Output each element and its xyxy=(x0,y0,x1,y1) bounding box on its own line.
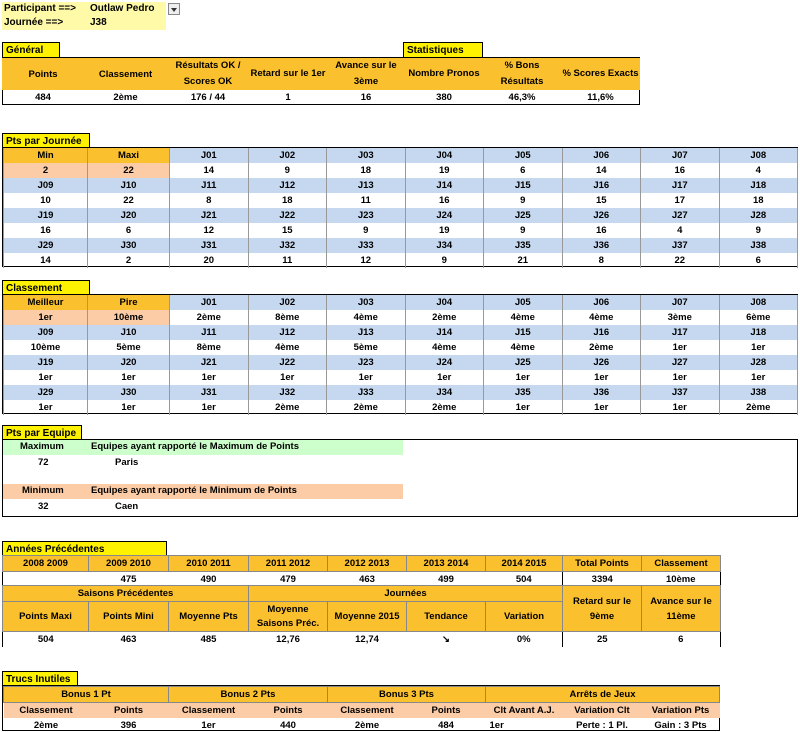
journee-label: J16 xyxy=(562,178,641,193)
pts-equipe-title: Pts par Equipe xyxy=(2,425,82,441)
classement-title: Classement xyxy=(2,280,90,296)
journee-points: 11 xyxy=(248,253,327,268)
journee-points: 15 xyxy=(248,223,327,238)
journee-rank: 2ème xyxy=(327,400,406,415)
season-header: 2012 2013 xyxy=(328,556,407,572)
journee-points: 4 xyxy=(641,223,720,238)
arrets-value: 1er xyxy=(489,720,504,731)
journee-label: J37 xyxy=(641,238,720,253)
journee-label: J19 xyxy=(4,355,88,370)
journee-label: J07 xyxy=(641,148,720,163)
journee-label: J20 xyxy=(88,355,170,370)
journee-label: J10 xyxy=(88,325,170,340)
arrets-group: Arrêts de Jeux xyxy=(486,687,720,703)
journee-label: J07 xyxy=(641,295,720,310)
stats-header: % Bons Résultats xyxy=(500,60,544,87)
journee-rank: 5ème xyxy=(88,340,170,355)
journee-rank: 1er xyxy=(170,400,249,415)
journee-label: J22 xyxy=(248,355,327,370)
journee-label: J03 xyxy=(327,148,406,163)
journee-rank: 1er xyxy=(484,400,563,415)
saison-value: 485 xyxy=(200,634,217,645)
journee-rank: 4ème xyxy=(562,310,641,325)
journee-label: J03 xyxy=(327,295,406,310)
journee-label: J15 xyxy=(484,325,563,340)
min-label: Minimum xyxy=(22,485,64,496)
journee-label: J21 xyxy=(170,208,249,223)
journee-rank: 1er xyxy=(641,370,720,385)
journee-label: J13 xyxy=(327,325,406,340)
journee-label: J24 xyxy=(405,355,484,370)
general-header: Retard sur le 1er xyxy=(250,68,326,79)
journee-label: J29 xyxy=(4,238,88,253)
classement-header: Classement xyxy=(642,556,721,572)
bonus-value: 1er xyxy=(201,720,216,731)
min-value: 32 xyxy=(38,501,49,512)
journee-rank: 8ème xyxy=(248,310,327,325)
retard-header: Retard sur le 9ème xyxy=(563,586,642,632)
journee-label: J16 xyxy=(562,325,641,340)
journee-header: Tendance xyxy=(407,602,486,632)
journee-label: J12 xyxy=(248,178,327,193)
classement-table xyxy=(3,295,798,415)
journee-rank: 2ème xyxy=(248,400,327,415)
bonus-header: Points xyxy=(113,705,144,716)
journee-points: 22 xyxy=(88,193,170,208)
journee-rank: 1er xyxy=(562,370,641,385)
journee-points: 19 xyxy=(405,223,484,238)
journee-label: J10 xyxy=(88,178,170,193)
best-value: 1er xyxy=(4,310,88,325)
saisons-table xyxy=(2,585,721,647)
season-value: 504 xyxy=(515,574,532,585)
avance-value: 6 xyxy=(642,632,721,648)
journee-label: J05 xyxy=(484,295,563,310)
bonus-value: 484 xyxy=(438,720,454,731)
saisons-title: Saisons Précédentes xyxy=(3,586,249,602)
journee-points: 17 xyxy=(641,193,720,208)
classement-value: 10ème xyxy=(642,572,721,588)
stats-value: 11,6% xyxy=(587,92,614,103)
trucs-table xyxy=(3,686,720,732)
journee-rank: 1er xyxy=(248,370,327,385)
journee-label: J12 xyxy=(248,325,327,340)
bonus-header: Points xyxy=(431,705,461,716)
journee-label: J09 xyxy=(4,325,88,340)
journee-rank: 2ème xyxy=(405,310,484,325)
journee-points: 2 xyxy=(88,253,170,268)
season-header: 2010 2011 xyxy=(169,556,249,572)
season-header: 2008 2009 xyxy=(3,556,89,572)
journee-rank: 1er xyxy=(719,340,798,355)
general-header: Avance sur le 3ème xyxy=(335,60,397,87)
max-header: Maxi xyxy=(88,148,170,163)
journee-points: 8 xyxy=(170,193,249,208)
season-value: 490 xyxy=(200,574,217,585)
journee-label: J15 xyxy=(484,178,563,193)
journee-label: J35 xyxy=(484,385,563,400)
journee-label: J14 xyxy=(405,178,484,193)
bonus-header: Classement xyxy=(340,705,394,716)
arrets-header: Clt Avant A.J. xyxy=(493,705,555,716)
stats-title: Statistiques xyxy=(403,42,483,58)
journee-label: J36 xyxy=(562,385,641,400)
stats-header: Nombre Pronos xyxy=(408,68,480,79)
min-desc: Equipes ayant rapporté le Minimum de Points xyxy=(91,485,297,496)
saison-value: 504 xyxy=(3,632,89,648)
journee-points: 22 xyxy=(641,253,720,268)
journee-points: 16 xyxy=(562,223,641,238)
general-value: 1 xyxy=(285,92,291,103)
trucs-title: Trucs Inutiles xyxy=(2,671,78,687)
journee-label: J36 xyxy=(562,238,641,253)
saison-header: Points Maxi xyxy=(3,602,89,632)
journee-label: J22 xyxy=(248,208,327,223)
journee-value: 12,76 xyxy=(276,634,300,645)
trend-arrow-icon: ↘ xyxy=(442,634,450,645)
journee-label: J27 xyxy=(641,208,720,223)
journee-label: J38 xyxy=(719,238,798,253)
journee-rank: 1er xyxy=(641,400,720,415)
journee-points: 6 xyxy=(484,163,563,178)
journee-label: J11 xyxy=(170,325,249,340)
journee-label: J31 xyxy=(170,238,249,253)
journee-rank: 4ème xyxy=(327,310,406,325)
journee-rank: 5ème xyxy=(327,340,406,355)
participant-value[interactable]: Outlaw Pedro xyxy=(90,3,155,14)
journee-rank: 4ème xyxy=(405,340,484,355)
journee-rank: 2ème xyxy=(170,310,249,325)
journee-label: J35 xyxy=(484,238,563,253)
season-header: 2013 2014 xyxy=(407,556,486,572)
journee-label: J25 xyxy=(484,355,563,370)
journee-points: 12 xyxy=(327,253,406,268)
arrets-value: Perte : 1 Pl. xyxy=(576,720,628,731)
journee-rank: 2ème xyxy=(405,400,484,415)
min-header: Min xyxy=(4,148,88,163)
pts-journee-title: Pts par Journée xyxy=(2,133,90,149)
bonus-header: Classement xyxy=(181,705,236,716)
journee-rank: 4ème xyxy=(484,310,563,325)
general-value: 16 xyxy=(360,92,372,103)
journee-label: J17 xyxy=(641,325,720,340)
annees-title: Années Précédentes xyxy=(2,541,167,557)
season-value: 499 xyxy=(438,574,454,585)
journee-header: Moyenne Saisons Préc. xyxy=(249,602,328,632)
journee-label: J38 xyxy=(719,385,798,400)
journee-rank: 1er xyxy=(327,370,406,385)
best-header: Meilleur xyxy=(4,295,88,310)
journee-rank: 1er xyxy=(484,370,563,385)
journee-label: J33 xyxy=(327,385,406,400)
avance-header: Avance sur le 11ème xyxy=(642,586,721,632)
journee-label: J19 xyxy=(4,208,88,223)
journee-label: J34 xyxy=(405,385,484,400)
journee-rank: 4ème xyxy=(484,340,563,355)
general-table xyxy=(2,58,640,105)
total-points-value: 3394 xyxy=(563,572,642,588)
journee-label: J08 xyxy=(719,148,798,163)
journee-label: J33 xyxy=(327,238,406,253)
journee-rank: 1er xyxy=(4,400,88,415)
journee-rank: 1er xyxy=(170,370,249,385)
journee-label: J13 xyxy=(327,178,406,193)
journee-label: J18 xyxy=(719,325,798,340)
journee-points: 9 xyxy=(719,223,798,238)
journee-label: J06 xyxy=(562,148,641,163)
journee-label: J01 xyxy=(170,295,249,310)
journee-points: 9 xyxy=(327,223,406,238)
pts-journee-table xyxy=(3,148,798,268)
journees-title: Journées xyxy=(249,586,563,602)
journee-label: J34 xyxy=(405,238,484,253)
journee-label: J28 xyxy=(719,355,798,370)
journee-points: 10 xyxy=(4,193,88,208)
journee-label: J11 xyxy=(170,178,249,193)
journee-label: J02 xyxy=(248,295,327,310)
journee-label: J23 xyxy=(327,208,406,223)
bonus-value: 396 xyxy=(120,720,137,731)
journee-points: 15 xyxy=(562,193,641,208)
participant-label: Participant ==> xyxy=(4,3,76,14)
max-label: Maximum xyxy=(20,441,64,452)
journee-points: 19 xyxy=(405,163,484,178)
bonus-header: Points xyxy=(273,705,303,716)
journee-label: J06 xyxy=(562,295,641,310)
journee-label: J26 xyxy=(562,208,641,223)
journee-label: J27 xyxy=(641,355,720,370)
season-header: 2011 2012 xyxy=(249,556,328,572)
journee-label: J28 xyxy=(719,208,798,223)
journee-label: J05 xyxy=(484,148,563,163)
journee-points: 16 xyxy=(4,223,88,238)
general-header: Résultats OK / Scores OK xyxy=(175,60,241,87)
saison-value: 463 xyxy=(120,634,137,645)
journee-rank: 3ème xyxy=(641,310,720,325)
journee-points: 12 xyxy=(170,223,249,238)
journee-label: J18 xyxy=(719,178,798,193)
bonus-group: Bonus 2 Pts xyxy=(169,687,328,703)
bonus-group: Bonus 1 Pt xyxy=(4,687,169,703)
arrets-header: Variation Pts xyxy=(651,705,710,716)
journee-points: 16 xyxy=(641,163,720,178)
bonus-group: Bonus 3 Pts xyxy=(328,687,486,703)
journee-rank: 2ème xyxy=(719,400,798,415)
journee-rank: 1er xyxy=(562,400,641,415)
journee-label: J09 xyxy=(4,178,88,193)
journee-rank: 1er xyxy=(88,400,170,415)
journee-points: 18 xyxy=(248,193,327,208)
journee-points: 6 xyxy=(719,253,798,268)
saison-header: Moyenne Pts xyxy=(169,602,249,632)
bonus-value: 440 xyxy=(280,720,296,731)
journee-points: 11 xyxy=(327,193,406,208)
journee-label: J29 xyxy=(4,385,88,400)
max-value: 72 xyxy=(38,457,49,468)
journee-label: J24 xyxy=(405,208,484,223)
journee-label: Journée ==> xyxy=(4,17,64,28)
journee-points: 6 xyxy=(88,223,170,238)
total-points-header: Total Points xyxy=(563,556,642,572)
journee-rank: 10ème xyxy=(4,340,88,355)
worst-header: Pire xyxy=(88,295,170,310)
journee-label: J04 xyxy=(405,148,484,163)
journee-label: J23 xyxy=(327,355,406,370)
journee-label: J01 xyxy=(170,148,249,163)
journee-rank: 2ème xyxy=(562,340,641,355)
season-value: 479 xyxy=(280,574,296,585)
general-header: Classement xyxy=(98,68,153,80)
bonus-value: 2ème xyxy=(33,720,59,731)
journee-label: J37 xyxy=(641,385,720,400)
arrets-value: Gain : 3 Pts xyxy=(654,720,707,731)
journee-points: 8 xyxy=(562,253,641,268)
journee-rank: 4ème xyxy=(248,340,327,355)
journee-label: J30 xyxy=(88,385,170,400)
journee-label: J31 xyxy=(170,385,249,400)
journee-label: J14 xyxy=(405,325,484,340)
journee-label: J21 xyxy=(170,355,249,370)
journee-rank: 1er xyxy=(88,370,170,385)
season-header: 2009 2010 xyxy=(89,556,169,572)
journee-points: 21 xyxy=(484,253,563,268)
journee-label: J32 xyxy=(248,385,327,400)
saison-header: Points Mini xyxy=(89,602,169,632)
journee-points: 9 xyxy=(405,253,484,268)
journee-points: 9 xyxy=(484,193,563,208)
worst-value: 10ème xyxy=(88,310,170,325)
journee-label: J30 xyxy=(88,238,170,253)
journee-points: 4 xyxy=(719,163,798,178)
journee-rank: 1er xyxy=(4,370,88,385)
journee-points: 18 xyxy=(719,193,798,208)
journee-label: J20 xyxy=(88,208,170,223)
general-header: Points xyxy=(28,68,58,80)
journee-rank: 1er xyxy=(719,370,798,385)
general-value: 176 / 44 xyxy=(190,92,226,103)
journee-label: J08 xyxy=(719,295,798,310)
season-value: 475 xyxy=(120,574,137,585)
stats-header: % Scores Exacts xyxy=(562,68,639,79)
general-value: 2ème xyxy=(113,92,138,103)
journee-rank: 6ème xyxy=(719,310,798,325)
journee-points: 18 xyxy=(327,163,406,178)
general-title: Général xyxy=(2,42,60,58)
stats-value: 46,3% xyxy=(508,92,536,103)
max-value: 22 xyxy=(88,163,170,178)
journee-label: J25 xyxy=(484,208,563,223)
journee-points: 14 xyxy=(4,253,88,268)
journee-label: J02 xyxy=(248,148,327,163)
journee-header: Moyenne 2015 xyxy=(328,602,407,632)
journee-points: 16 xyxy=(405,193,484,208)
journee-points: 14 xyxy=(170,163,249,178)
journee-label: J04 xyxy=(405,295,484,310)
journee-points: 9 xyxy=(484,223,563,238)
journee-points: 9 xyxy=(248,163,327,178)
participant-dropdown-icon[interactable] xyxy=(168,3,180,15)
journee-label: J32 xyxy=(248,238,327,253)
retard-value: 25 xyxy=(563,632,642,648)
min-value: 2 xyxy=(4,163,88,178)
season-header: 2014 2015 xyxy=(486,556,563,572)
journee-label: J17 xyxy=(641,178,720,193)
bonus-header: Classement xyxy=(19,705,73,716)
max-team: Paris xyxy=(115,457,139,468)
journee-rank: 8ème xyxy=(170,340,249,355)
journee-value[interactable]: J38 xyxy=(90,17,107,28)
journee-points: 20 xyxy=(170,253,249,268)
journee-points: 14 xyxy=(562,163,641,178)
journee-value: 0% xyxy=(516,634,531,645)
annees-table xyxy=(2,555,721,587)
stats-value: 380 xyxy=(436,92,452,103)
bonus-value: 2ème xyxy=(354,720,380,731)
journee-value: 12,74 xyxy=(355,634,379,645)
journee-rank: 1er xyxy=(641,340,720,355)
journee-label: J26 xyxy=(562,355,641,370)
min-team: Caen xyxy=(115,501,139,512)
arrets-header: Variation Clt xyxy=(574,705,630,716)
general-value: 484 xyxy=(35,92,51,103)
journee-rank: 1er xyxy=(405,370,484,385)
journee-header: Variation xyxy=(486,602,563,632)
season-value: 463 xyxy=(359,574,375,585)
max-desc: Equipes ayant rapporté le Maximum de Points xyxy=(91,441,299,452)
